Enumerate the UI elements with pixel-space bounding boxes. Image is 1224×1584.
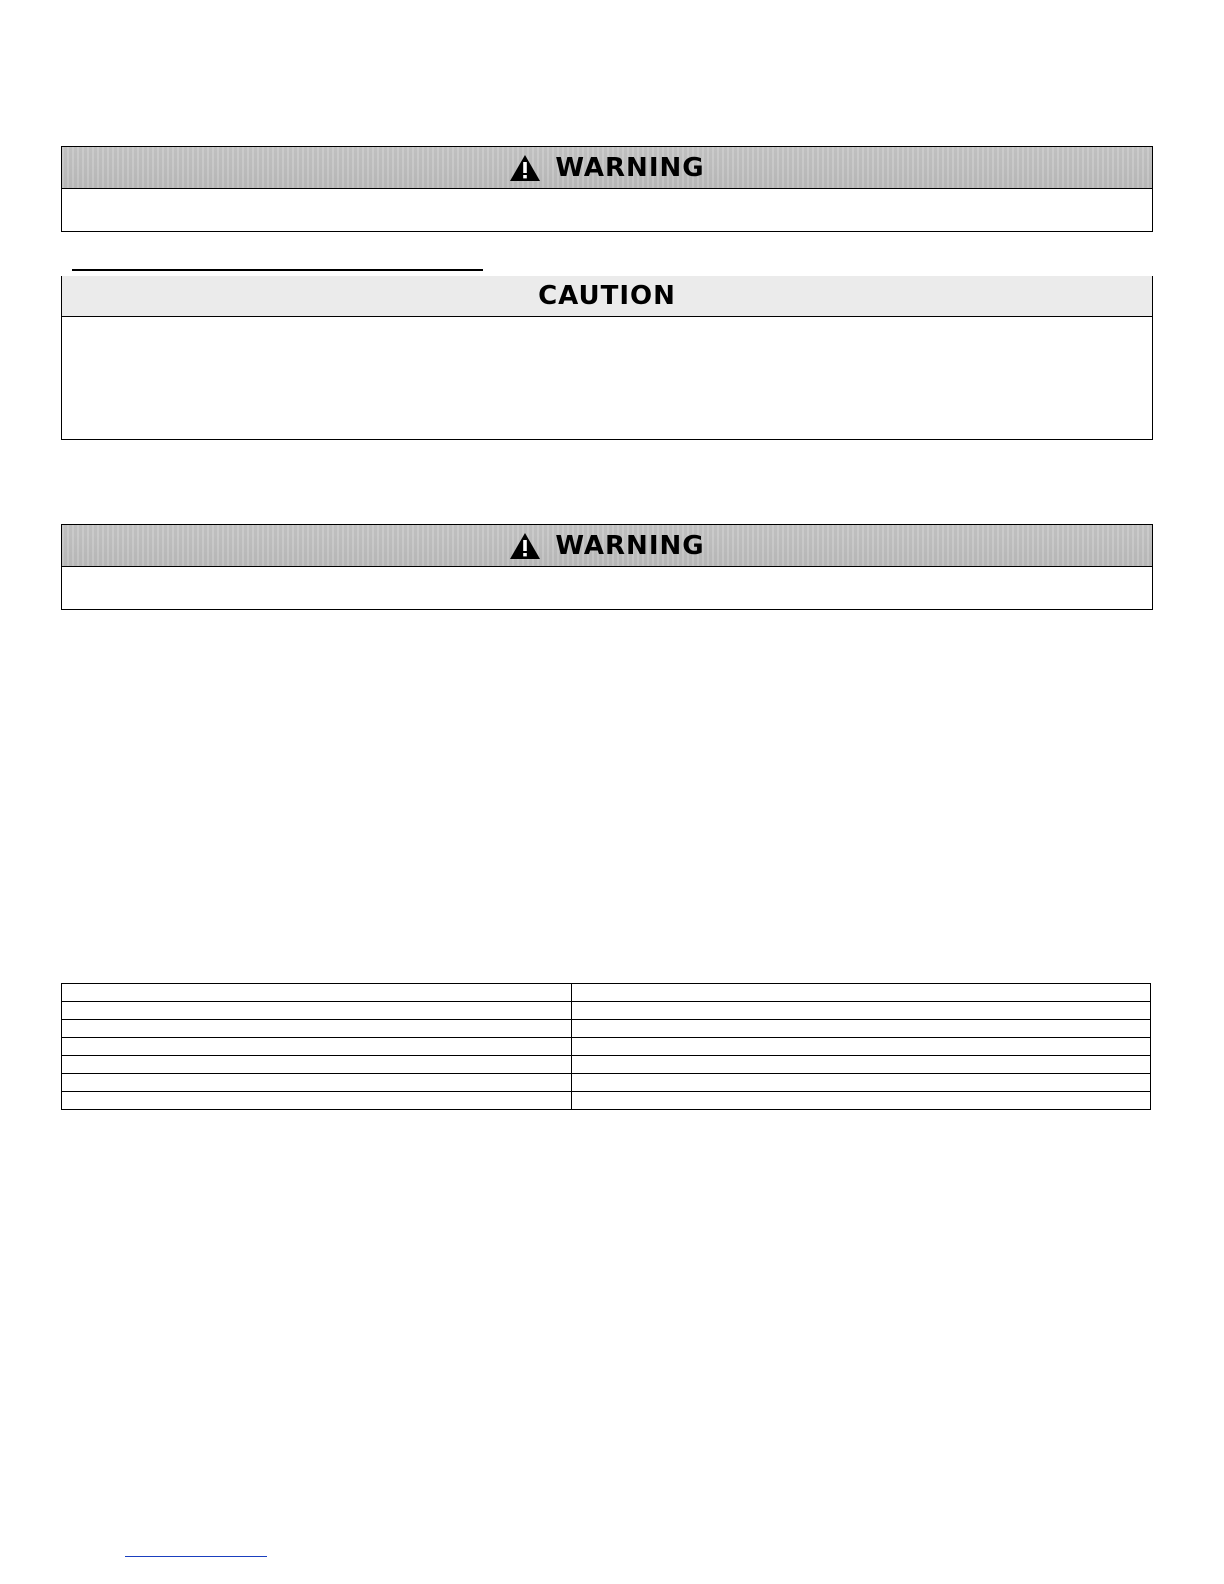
table-row — [62, 1038, 1151, 1056]
table-row — [62, 1002, 1151, 1020]
table-row — [62, 1074, 1151, 1092]
table-cell — [572, 1020, 1151, 1038]
warning-title-2: WARNING — [555, 530, 705, 561]
spec-table — [61, 983, 1151, 1110]
table-cell — [572, 1002, 1151, 1020]
warning-triangle-icon — [509, 532, 541, 560]
caution-header — [62, 276, 1152, 317]
table-cell — [572, 1074, 1151, 1092]
warning-body-1 — [62, 189, 1152, 231]
table-cell — [62, 1002, 572, 1020]
caution-body — [62, 317, 1152, 439]
caution-title: CAUTION — [538, 281, 676, 311]
table-cell — [62, 1020, 572, 1038]
table-cell — [572, 1092, 1151, 1110]
table-row — [62, 1020, 1151, 1038]
warning-notice-2 — [61, 524, 1153, 610]
warning-notice-1 — [61, 146, 1153, 232]
warning-body-2 — [62, 567, 1152, 609]
warning-header-2 — [62, 525, 1152, 567]
table-cell — [572, 984, 1151, 1002]
table-cell — [572, 1038, 1151, 1056]
table-cell — [572, 1056, 1151, 1074]
table-row — [62, 984, 1151, 1002]
section-underline — [72, 269, 483, 271]
table-cell — [62, 1074, 572, 1092]
warning-header-1 — [62, 147, 1152, 189]
caution-notice — [61, 276, 1153, 440]
link-underline[interactable] — [125, 1556, 267, 1557]
warning-triangle-icon — [509, 154, 541, 182]
table-cell — [62, 1038, 572, 1056]
table-cell — [62, 1056, 572, 1074]
warning-title-1: WARNING — [555, 152, 705, 183]
table-row — [62, 1056, 1151, 1074]
table-cell — [62, 1092, 572, 1110]
table-cell — [62, 984, 572, 1002]
table-row — [62, 1092, 1151, 1110]
